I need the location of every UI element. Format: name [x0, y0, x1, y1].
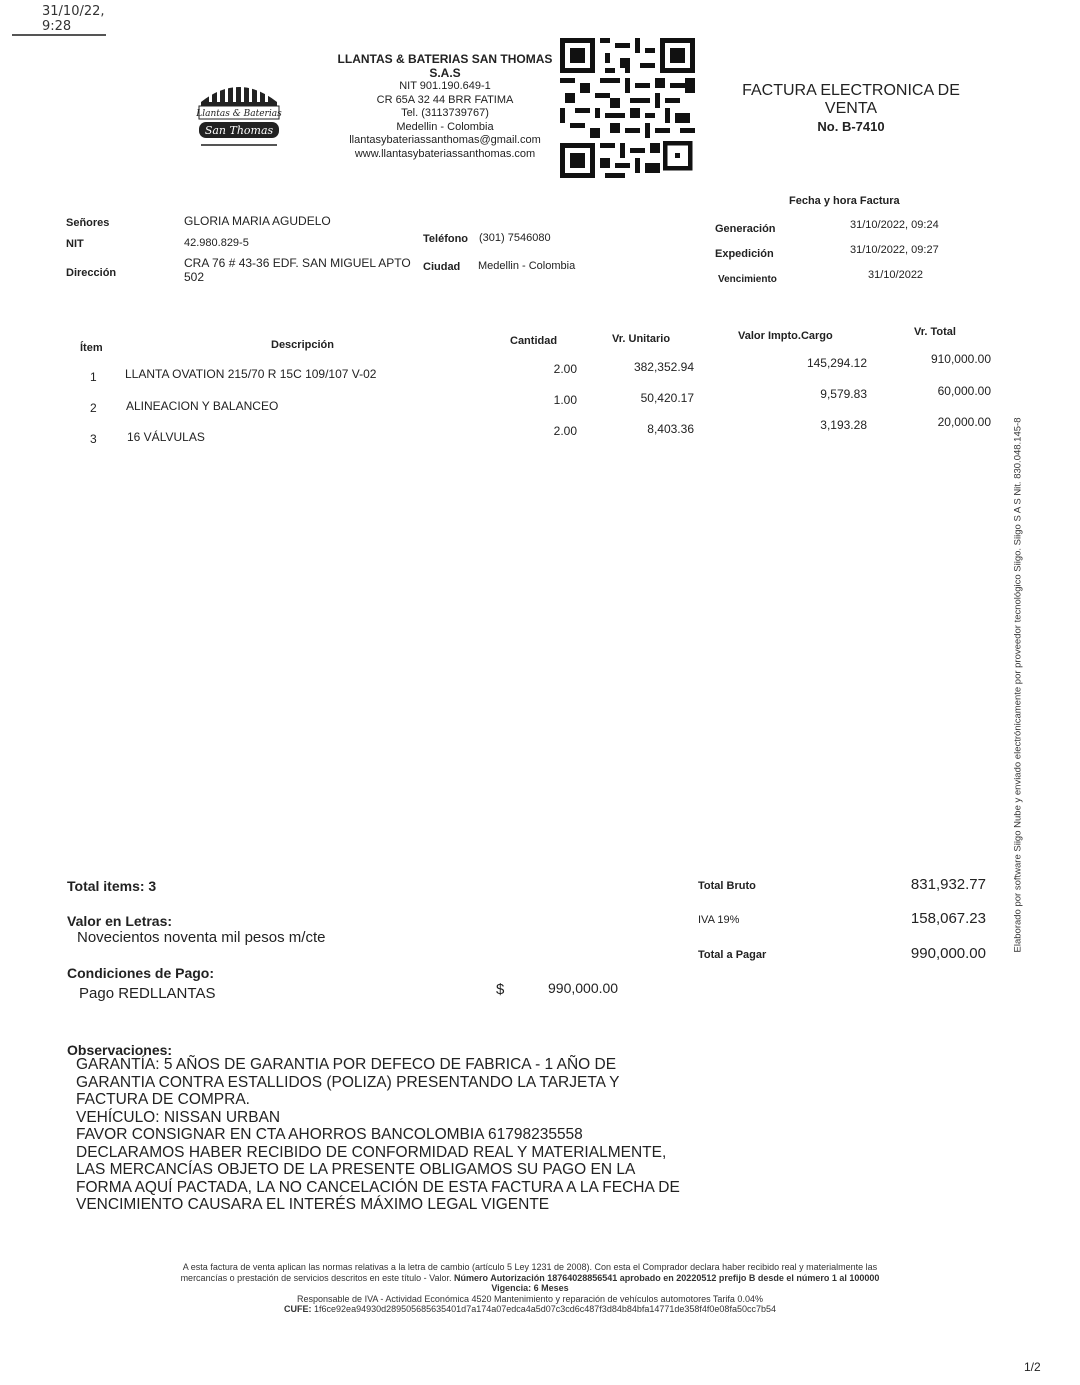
logo-text-bottom: San Thomas — [204, 124, 274, 137]
customer-address-line1: CRA 76 # 43-36 EDF. SAN MIGUEL APTO — [184, 256, 411, 270]
payment-label: Condiciones de Pago: — [67, 965, 215, 981]
legal-line3: Vigencia: 6 Meses — [491, 1283, 569, 1293]
gross-label: Total Bruto — [698, 880, 756, 892]
invoice-title-line2: VENTA — [824, 100, 878, 117]
observation-line: GARANTIA CONTRA ESTALLIDOS (POLIZA) PRESENTANDO LA TARJETA Y — [76, 1073, 620, 1091]
iva-label: IVA 19% — [698, 914, 740, 926]
company-block — [330, 53, 560, 161]
row1-total: 910,000.00 — [930, 352, 991, 366]
observation-line: FACTURA DE COMPRA. — [76, 1091, 250, 1108]
row1-description: LLANTA OVATION 215/70 R 15C 109/107 V-02 — [125, 367, 377, 381]
observations-label: Observaciones: — [67, 1042, 173, 1058]
row3-item: 3 — [90, 432, 97, 446]
company-nit: NIT 901.190.649-1 — [399, 80, 491, 92]
row2-description: ALINEACION Y BALANCEO — [126, 399, 279, 413]
legal-line4: Responsable de IVA - Actividad Económica 4520 Mantenimiento y reparación de vehículos automotores Tarifa 0.04% — [297, 1293, 763, 1304]
customer-city: Medellin - Colombia — [478, 260, 576, 272]
row2-total: 60,000.00 — [937, 384, 991, 398]
invoice-number: No. B-7410 — [817, 119, 885, 134]
customer-city-label: Ciudad — [423, 261, 461, 273]
legal-line2-b: Número Autorización 18764028856541 aprobado en 20220512 prefijo B desde el número 1 al 100000 — [454, 1272, 880, 1283]
header-tax-value: Valor Impto.Cargo — [738, 330, 833, 342]
company-website: www.llantasybateriassanthomas.com — [354, 147, 536, 160]
customer-name: GLORIA MARIA AGUDELO — [184, 214, 331, 228]
generation-value: 31/10/2022, 09:24 — [850, 219, 939, 231]
cufe-value: 1f6ce92ea94930d289505685635401d7a174a07edca4a5d07c3cd6c487f3d84b84bfa14771de358f4f0e08fa50cc7b54 — [314, 1304, 776, 1314]
words-value: Novecientos noventa mil pesos m/cte — [77, 929, 326, 946]
row1-unit-value: 382,352.94 — [633, 360, 694, 374]
row1-quantity: 2.00 — [553, 362, 577, 376]
legal-line1: A esta factura de venta aplican las normas relativas a la letra de cambio (artículo 5 Ley 1231 de 2008). Con esta el Comprador declara haber recibido real y materialmente las — [182, 1262, 878, 1272]
observations-text — [76, 1056, 716, 1214]
customer-address-line2: 502 — [184, 270, 205, 284]
words-label: Valor en Letras: — [67, 913, 173, 929]
header-unit-value: Vr. Unitario — [612, 333, 671, 345]
legal-cufe — [100, 1304, 960, 1315]
expedition-value: 31/10/2022, 09:27 — [850, 244, 939, 256]
company-name: LLANTAS & BATERIAS SAN THOMAS — [337, 52, 553, 66]
observation-line: VEHÍCULO: NISSAN URBAN — [76, 1108, 281, 1126]
row3-total: 20,000.00 — [937, 415, 991, 429]
observation-line: GARANTÍA: 5 AÑOS DE GARANTIA POR DEFECO DE FABRICA - 1 AÑO DE — [76, 1056, 617, 1073]
handwritten-datetime: 31/10/22, 9:28 — [12, 4, 106, 36]
row2-item: 2 — [90, 401, 97, 415]
row1-tax-value: 145,294.12 — [806, 356, 867, 370]
legal-line2-a: mercancías o prestación de servicios descritos en este título - Valor. — [180, 1272, 452, 1283]
row2-quantity: 1.00 — [553, 393, 577, 407]
cufe-label: CUFE: — [284, 1304, 312, 1314]
company-address: CR 65A 32 44 BRR FATIMA — [376, 93, 514, 106]
expedition-label: Expedición — [715, 248, 774, 260]
legal-line2 — [100, 1273, 960, 1284]
row3-description: 16 VÁLVULAS — [127, 430, 205, 444]
customer-nit-label: NIT — [66, 238, 84, 250]
payment-amount: 990,000.00 — [548, 980, 619, 996]
gross-value: 831,932.77 — [910, 876, 986, 893]
company-email: llantasybateriassanthomas@gmail.com — [349, 134, 541, 146]
row3-unit-value: 8,403.36 — [647, 422, 694, 436]
vertical-software-note: Elaborado por software Siigo Nube y enviado electrónicamente por proveedor tecnológico Siigo. Siigo S A S Nit. 830.048.145-8 — [1012, 417, 1024, 953]
customer-phone-label: Teléfono — [423, 233, 469, 245]
observation-line: FORMA AQUÍ PACTADA, LA NO CANCELACIÓN DE ESTA FACTURA A LA FECHA DE — [76, 1178, 680, 1196]
customer-address — [184, 256, 411, 284]
page-number: 1/2 — [1024, 1360, 1041, 1374]
legal-footer — [100, 1262, 960, 1315]
row3-quantity: 2.00 — [553, 424, 577, 438]
customer-nit: 42.980.829-5 — [184, 237, 249, 249]
company-logo — [195, 78, 283, 150]
header-quantity: Cantidad — [510, 335, 558, 347]
iva-value: 158,067.23 — [910, 910, 986, 927]
total-value: 990,000.00 — [910, 945, 986, 962]
invoice-title-block — [730, 82, 972, 136]
generation-label: Generación — [715, 223, 776, 235]
total-label: Total a Pagar — [698, 949, 767, 961]
total-items: Total items: 3 — [67, 878, 157, 894]
row2-unit-value: 50,420.17 — [640, 391, 694, 405]
row2-tax-value: 9,579.83 — [820, 387, 867, 401]
logo-text-top: Llantas & Baterias — [196, 109, 282, 119]
customer-name-label: Señores — [66, 217, 110, 229]
header-description: Descripción — [271, 339, 334, 351]
dates-heading: Fecha y hora Factura — [789, 195, 900, 207]
row1-item: 1 — [90, 370, 97, 384]
observation-line: VENCIMIENTO CAUSARA EL INTERÉS MÁXIMO LEGAL VIGENTE — [76, 1196, 550, 1213]
customer-phone: (301) 7546080 — [479, 232, 551, 244]
invoice-title-line1: FACTURA ELECTRONICA DE — [742, 82, 960, 99]
qr-code — [560, 38, 695, 178]
observation-line: FAVOR CONSIGNAR EN CTA AHORROS BANCOLOMBIA 61798235558 — [76, 1126, 583, 1143]
header-total: Vr. Total — [914, 326, 956, 338]
company-type: S.A.S — [429, 65, 461, 80]
observation-line: DECLARAMOS HABER RECIBIDO DE CONFORMIDAD REAL Y MATERIALMENTE, — [76, 1143, 667, 1161]
row3-tax-value: 3,193.28 — [820, 418, 867, 432]
payment-value: Pago REDLLANTAS — [79, 985, 216, 1002]
customer-address-label: Dirección — [66, 267, 117, 279]
due-value: 31/10/2022 — [868, 269, 924, 281]
company-city: Medellin - Colombia — [396, 120, 494, 133]
currency-symbol: $ — [496, 981, 505, 998]
due-label: Vencimiento — [718, 274, 777, 285]
observation-line: LAS MERCANCÍAS OBJETO DE LA PRESENTE OBLIGAMOS SU PAGO EN LA — [76, 1161, 636, 1178]
header-item: Ítem — [80, 342, 103, 354]
company-phone: Tel. (3113739767) — [401, 107, 489, 119]
